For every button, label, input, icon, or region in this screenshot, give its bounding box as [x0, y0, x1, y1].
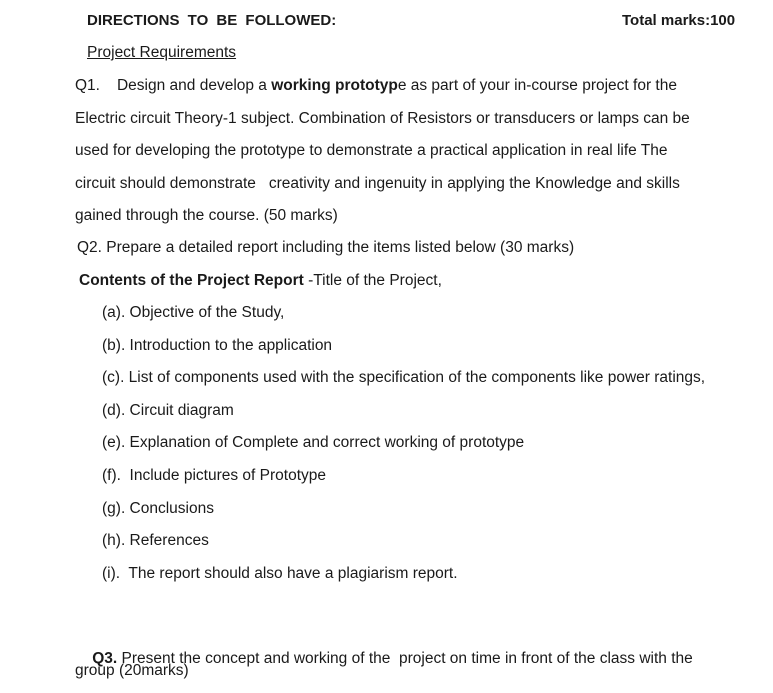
list-item: (g). Conclusions	[102, 500, 214, 517]
list-item: (i). The report should also have a plagiarism report.	[102, 565, 458, 582]
q3-line-2: group (20marks)	[75, 662, 189, 679]
total-marks: Total marks:100	[622, 12, 736, 29]
q1-line-3: used for developing the prototype to demonstrate a practical application in real life The	[75, 142, 668, 159]
section-title: Project Requirements	[87, 44, 237, 61]
q1-bold-phrase: working prototyp	[271, 77, 398, 94]
list-item: (b). Introduction to the application	[102, 337, 333, 354]
q3-number: Q3.	[92, 650, 118, 667]
directions-heading: DIRECTIONS TO BE FOLLOWED:	[87, 12, 337, 29]
list-item: (f). Include pictures of Prototype	[102, 467, 326, 484]
list-item: (h). References	[102, 532, 209, 549]
contents-line	[79, 271, 442, 291]
contents-title: -Title of the Project,	[303, 272, 442, 289]
q1-number: Q1.	[75, 77, 100, 94]
list-item: (a). Objective of the Study,	[102, 304, 285, 321]
list-item: (e). Explanation of Complete and correct working of prototype	[102, 434, 525, 451]
list-item: (c). List of components used with the specification of the components like power ratings,	[102, 369, 706, 386]
q2-text: Q2. Prepare a detailed report including the items listed below (30 marks)	[77, 239, 575, 256]
q3-text: Present the concept and working of the project on time in front of the class with the	[117, 650, 693, 667]
list-item: (d). Circuit diagram	[102, 402, 234, 419]
q1-line-1	[75, 76, 677, 96]
q1-intro: Design and develop a	[116, 77, 272, 94]
contents-heading: Contents of the Project Report	[79, 272, 304, 289]
q1-after-bold: e as part of your in-course project for the	[397, 77, 677, 94]
q1-line-5: gained through the course. (50 marks)	[75, 207, 338, 224]
q1-line-4: circuit should demonstrate creativity and ingenuity in applying the Knowledge and skills	[75, 175, 680, 192]
q1-line-2: Electric circuit Theory-1 subject. Combination of Resistors or transducers or lamps can be	[75, 110, 690, 127]
